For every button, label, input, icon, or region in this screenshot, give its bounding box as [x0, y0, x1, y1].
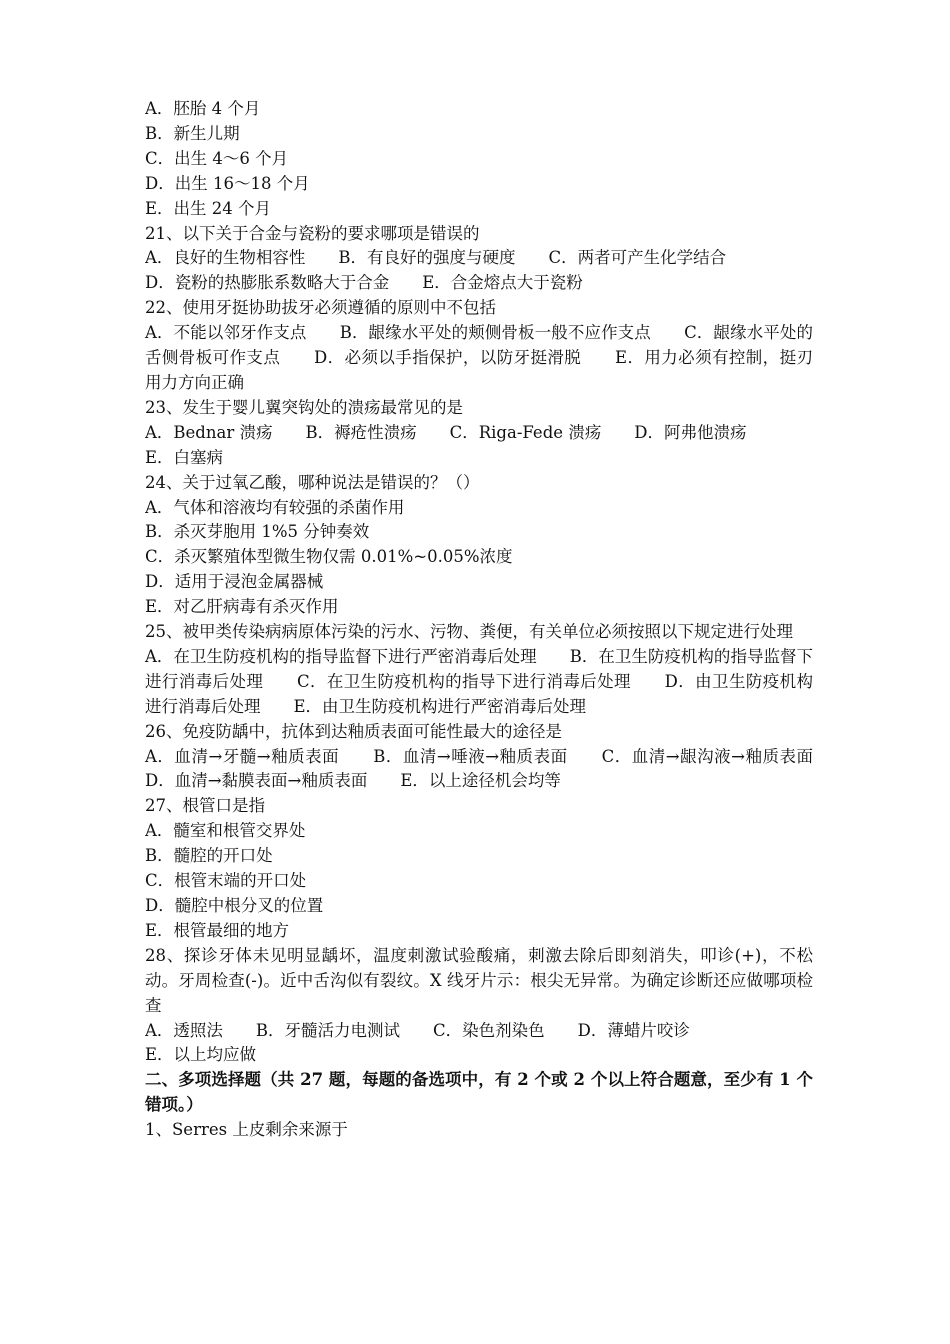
- text-line: A．良好的生物相容性 B．有良好的强度与硬度 C．两者可产生化学结合: [145, 248, 727, 268]
- text-line: B．髓腔的开口处: [145, 846, 273, 866]
- text-line: 28、探诊牙体未见明显龋坏，温度刺激试验酸痛，刺激去除后即刻消失，叩诊(+)，不松动。牙周检查(-)。近中舌沟似有裂纹。X 线牙片示：根尖无异常。为确定诊断还应做哪项检查: [145, 945, 813, 1015]
- text-line: E．以上均应做: [145, 1045, 257, 1065]
- text-line: A．血清→牙髓→釉质表面 B．血清→唾液→釉质表面 C．血清→龈沟液→釉质表面 D．血清→黏膜表面→釉质表面 E．以上途径机会均等: [145, 746, 846, 791]
- text-line: E．出生 24 个月: [145, 198, 272, 218]
- text-line: C．出生 4～6 个月: [145, 148, 289, 168]
- text-line: C．杀灭繁殖体型微生物仅需 0.01%~0.05%浓度: [145, 547, 513, 567]
- text-line: A．髓室和根管交界处: [145, 821, 306, 841]
- text-line: A．在卫生防疫机构的指导监督下进行严密消毒后处理 B．在卫生防疫机构的指导监督下进行消毒后处理 C．在卫生防疫机构的指导下进行消毒后处理 D．由卫生防疫机构进行消毒后处理 E．由卫生防疫机构进行严密消毒后处理: [145, 646, 813, 716]
- text-line: D．适用于浸泡金属器械: [145, 572, 324, 592]
- question-text: [145, 97, 846, 1143]
- text-line: 25、被甲类传染病病原体污染的污水、污物、粪便，有关单位必须按照以下规定进行处理: [145, 622, 793, 642]
- text-line: E．白塞病: [145, 447, 224, 467]
- text-line: E．根管最细的地方: [145, 920, 290, 940]
- text-line: 26、免疫防龋中，抗体到达釉质表面可能性最大的途径是: [145, 721, 562, 741]
- document-page: [145, 97, 846, 1143]
- text-line: B．新生儿期: [145, 123, 240, 143]
- text-line: D．髓腔中根分叉的位置: [145, 896, 324, 915]
- text-line: E．对乙肝病毒有杀灭作用: [145, 597, 339, 617]
- text-line: D．出生 16～18 个月: [145, 173, 310, 193]
- text-line: 1、Serres 上皮剩余来源于: [145, 1120, 348, 1140]
- text-line: B．杀灭芽胞用 1%5 分钟奏效: [145, 522, 370, 542]
- text-line: A．Bednar 溃疡 B．褥疮性溃疡 C．Riga-Fede 溃疡 D．阿弗他溃疡: [145, 422, 747, 442]
- text-line: 22、使用牙挺协助拔牙必须遵循的原则中不包括: [145, 298, 496, 318]
- text-line: D．瓷粉的热膨胀系数略大于合金 E．合金熔点大于瓷粉: [145, 273, 583, 293]
- text-line: A．胚胎 4 个月: [145, 99, 261, 118]
- text-line: 24、关于过氧乙酸，哪种说法是错误的？（）: [145, 472, 480, 492]
- text-line: 21、以下关于合金与瓷粉的要求哪项是错误的: [145, 223, 480, 243]
- text-line: 二、多项选择题（共 27 题，每题的备选项中，有 2 个或 2 个以上符合题意，至少有 1 个错项。）: [145, 1070, 813, 1115]
- text-line: C．根管末端的开口处: [145, 871, 307, 891]
- text-line: A．不能以邻牙作支点 B．龈缘水平处的颊侧骨板一般不应作支点 C．龈缘水平处的舌侧骨板可作支点 D．必须以手指保护，以防牙挺滑脱 E．用力必须有控制，挺刃用力方向正确: [145, 323, 813, 392]
- text-line: 27、根管口是指: [145, 796, 265, 816]
- text-line: A．气体和溶液均有较强的杀菌作用: [145, 497, 405, 517]
- text-line: A．透照法 B．牙髓活力电测试 C．染色剂染色 D．薄蜡片咬诊: [145, 1020, 690, 1040]
- text-line: 23、发生于婴儿翼突钩处的溃疡最常见的是: [145, 397, 463, 417]
